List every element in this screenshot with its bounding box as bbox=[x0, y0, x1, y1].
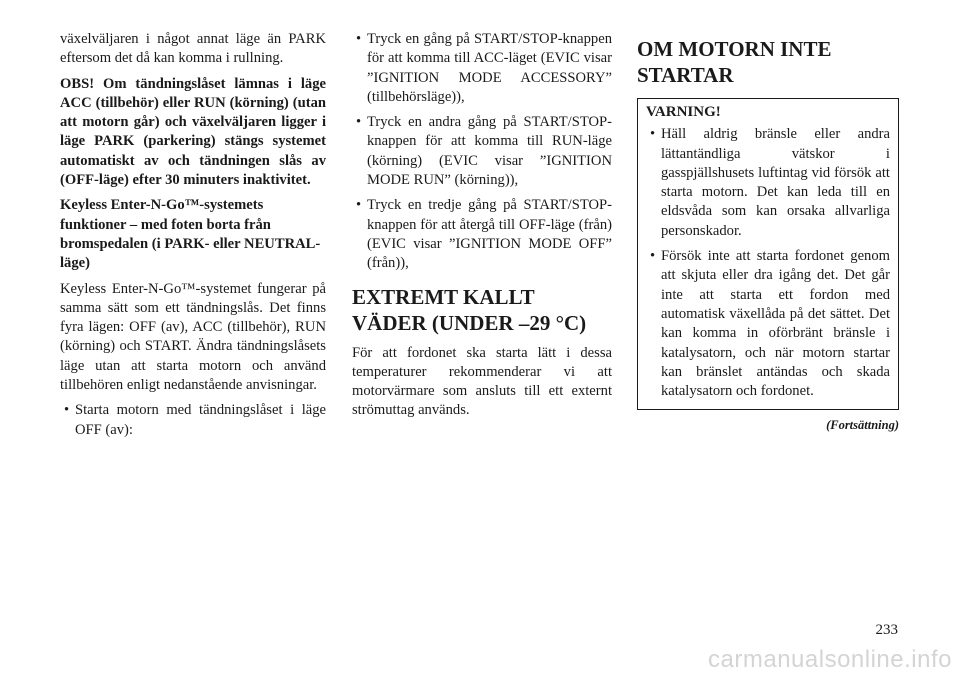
list-item: • Försök inte att starta fordonet genom att skjuta eller dra igång det. Det går inte att starta ett fordon med automatisk växellåda på det sättet. Det kan komma in oförbränt bränsle i katalysatorn, och när motorn startar kan bränslet antändas och skada katalysatorn och fordonet. bbox=[646, 247, 890, 401]
column-left bbox=[60, 30, 326, 446]
warning-box bbox=[637, 98, 899, 410]
list-item: • Tryck en tredje gång på START/STOP-knappen för att återgå till OFF-läge (från) (EVIC visar ”IGNITION MODE OFF” (från)), bbox=[352, 196, 612, 273]
column-right bbox=[637, 30, 899, 436]
list-item: • Tryck en gång på START/STOP-knappen för att komma till ACC-läget (EVIC visar ”IGNITION MODE ACCESSORY” (tillbehörsläge)), bbox=[352, 30, 612, 107]
section-heading-cold-weather: EXTREMT KALLT VÄDER (UNDER –29 °C) bbox=[352, 284, 587, 335]
list-item: • Starta motorn med tändningslåset i läge OFF (av): bbox=[60, 401, 326, 440]
keyless-heading: Keyless Enter-N-Go™-systemets funktioner – med foten borta från bromspedalen (i PARK- eller NEUTRAL-läge) bbox=[60, 197, 321, 272]
paragraph-cold-weather: För att fordonet ska starta lätt i dessa temperaturer rekommenderar vi att motorvärmare som ansluts till ett externt strömuttag används. bbox=[352, 344, 612, 419]
continued-note: (Fortsättning) bbox=[826, 418, 899, 433]
paragraph-continuation: växelväljaren i något annat läge än PARK eftersom det då kan komma i rullning. bbox=[60, 31, 326, 67]
warning-title: VARNING! bbox=[646, 104, 721, 120]
list-item: • Häll aldrig bränsle eller andra lättantändliga vätskor i gasspjällshusets luftintag vid försök att starta motorn. Det kan leda till en eldsvåda som kan orsaka allvarliga personskador. bbox=[646, 125, 890, 241]
section-heading-engine-not-starting: OM MOTORN INTE STARTAR bbox=[637, 37, 832, 87]
column-middle bbox=[352, 30, 612, 427]
list-item: • Tryck en andra gång på START/STOP-knappen för att komma till RUN-läge (körning) (EVIC visar ”IGNITION MODE RUN” (körning)), bbox=[352, 113, 612, 190]
page-number: 233 bbox=[875, 622, 898, 638]
paragraph-keyless: Keyless Enter-N-Go™-systemet fungerar på samma sätt som ett tändningslås. Det finns fyra lägen: OFF (av), ACC (tillbehör), RUN (körning) och START. Ändra tändningslåsets läge utan att starta motorn och använd tillbehören enligt nedanstående anvisningar. bbox=[60, 280, 326, 394]
note-obs: OBS! Om tändningslåset lämnas i läge ACC (tillbehör) eller RUN (körning) (utan att motorn går) och växelväljaren ligger i läge PARK (parkering) stängs systemet automatiskt av och tändningen slås av (OFF-läge) efter 30 minuters inaktivitet. bbox=[60, 75, 326, 189]
watermark: carmanualsonline.info bbox=[708, 646, 952, 673]
